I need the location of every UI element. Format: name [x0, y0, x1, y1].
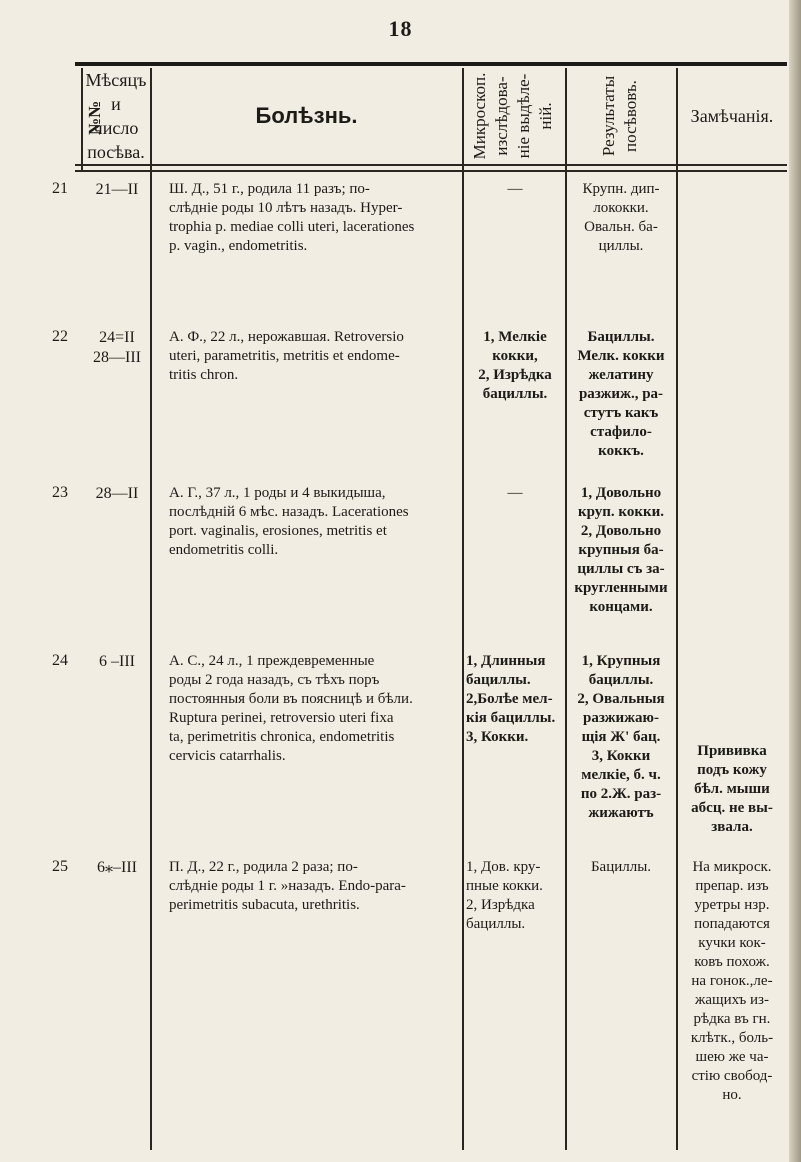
header-results: Результаты посѣвовъ.: [599, 75, 640, 157]
row-number: 21: [52, 180, 68, 197]
row-date: 21—II: [95, 181, 139, 198]
row-disease: А. С., 24 л., 1 преждевременные роды 2 года назадъ, съ тѣхъ поръ постоянныя боли въ поясницѣ и бѣли. Ruptura perinei, retroversio uteri fixa ta, perimetritis chronica, endometritis cervicis catarrhalis.: [169, 653, 413, 764]
row-microscopy: 1, Дов. кру- пные кокки. 2, Изрѣдка бациллы.: [466, 859, 543, 932]
header-bottom-rule-double: [75, 170, 787, 172]
header-microscopy: Микроскоп. изслѣдова- ніе выдѣле- ній.: [470, 72, 555, 160]
row-date: 6⁎–III: [97, 859, 137, 876]
header-bottom-rule: [75, 164, 787, 166]
row-number: 23: [52, 484, 68, 501]
row-microscopy: —: [507, 485, 523, 501]
row-number: 22: [52, 328, 68, 345]
row-number: 24: [52, 652, 68, 669]
row-number: 25: [52, 858, 68, 875]
row-results: 1, Крупныя бациллы. 2, Овальныя разжижаю- щія Ж' бац. 3, Кокки мелкіе, б. ч. по 2.Ж. раз- жижаютъ: [577, 653, 665, 821]
header-number: №№: [85, 100, 104, 136]
header-month: Мѣсяцъ и число посѣва.: [85, 70, 147, 162]
row-disease: А. Г., 37 л., 1 роды и 4 выкидыша, послѣдній 6 мѣс. назадъ. Lacerationes port. vaginalis, erosiones, metritis et endometritis colli.: [169, 485, 409, 558]
row-results: 1, Довольно круп. кокки. 2, Довольно крупныя ба- циллы съ за- кругленными концами.: [574, 485, 668, 615]
row-date: 24=II 28—III: [93, 329, 141, 366]
row-remarks: Прививка подъ кожу бѣл. мыши абсц. не вы- звала.: [691, 743, 773, 835]
header-disease: Болѣзнь.: [255, 103, 358, 128]
row-results: Бациллы. Мелк. кокки желатину разжиж., ра- стутъ какъ стафило- коккъ.: [577, 329, 665, 459]
row-disease: А. Ф., 22 л., нерожавшая. Retroversio uteri, parametritis, metritis et endome- tritis chron.: [169, 329, 404, 383]
header-remarks: Замѣчанія.: [690, 106, 774, 126]
row-date: 6 –III: [99, 653, 135, 670]
row-date: 28—II: [95, 485, 139, 502]
top-rule: [75, 62, 787, 66]
row-disease: Ш. Д., 51 г., родила 11 разъ; по- слѣдніе роды 10 лѣтъ назадъ. Hyper- trophia p. mediae colli uteri, lacerationes p. vagin., endometritis.: [169, 181, 415, 254]
row-microscopy: —: [507, 181, 523, 197]
column-divider: [150, 68, 152, 1150]
row-microscopy: 1, Длинныя бациллы. 2,Болѣе мел- кія бациллы. 3, Кокки.: [466, 653, 556, 745]
row-disease: П. Д., 22 г., родила 2 раза; по- слѣдніе роды 1 г. »назадъ. Endo-para- perimetritis subacuta, urethritis.: [169, 859, 406, 913]
row-results: Бациллы.: [590, 859, 652, 875]
page-number: 18: [388, 16, 413, 41]
row-results: Крупн. дип- лококки. Овальн. ба- циллы.: [582, 181, 660, 254]
row-remarks: На микроск. препар. изъ уретры нзр. попадаются кучки кок- ковъ похож. на гонок.,ле- жащихъ из- рѣдка въ гн. клѣтк., боль- шею же ча- стію свобод- но.: [690, 859, 774, 1103]
row-microscopy: 1, Мелкіе кокки, 2, Изрѣдка бациллы.: [478, 329, 552, 402]
page-edge-shadow: [789, 0, 801, 1162]
